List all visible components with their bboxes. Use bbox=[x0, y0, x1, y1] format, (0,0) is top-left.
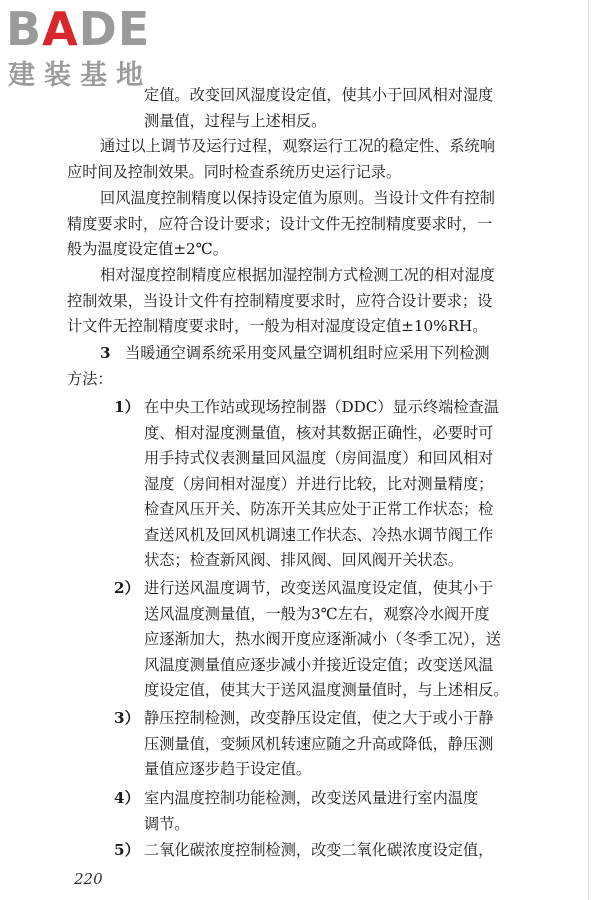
item-number: 4） bbox=[114, 789, 140, 807]
text-line: 方法： bbox=[67, 369, 113, 388]
text-line: 定值。改变回风湿度设定值，使其小于回风相对湿度 bbox=[144, 86, 494, 104]
list-item bbox=[114, 576, 509, 704]
text-line: 度设定值，使其大于送风温度测量值时，与上述相反。 bbox=[144, 681, 509, 699]
item-number: 2） bbox=[114, 579, 140, 597]
text-line: 计文件无控制精度要求时，一般为相对湿度设定值±10%RH。 bbox=[67, 317, 488, 335]
text-line: 压测量值，变频风机转速应随之升高或降低，静压测 bbox=[144, 734, 494, 753]
text-line: 应逐渐加大，热水阀开度应逐渐减小（冬季工况），送 bbox=[144, 630, 501, 648]
text-line: 检查风压开关、防冻开关其应处于正常工作状态；检 bbox=[144, 500, 494, 518]
text-line: 精度要求时，应符合设计要求；设计文件无控制精度要求时，一 bbox=[67, 214, 493, 233]
list-item bbox=[114, 706, 493, 783]
list-item bbox=[114, 838, 493, 864]
text-line: 静压控制检测，改变静压设定值，使之大于或小于静 bbox=[144, 709, 494, 727]
text-line: 二氧化碳浓度控制检测，改变二氧化碳浓度设定值， bbox=[144, 841, 494, 859]
list-item bbox=[114, 786, 478, 837]
page-number: 220 bbox=[74, 870, 103, 888]
paragraph-temperature-precision bbox=[67, 186, 495, 263]
text-line: 送风温度测量值，一般为3℃左右，观察冷水阀开度 bbox=[144, 604, 490, 623]
text-line: 应时间及控制效果。同时检查系统历史运行记录。 bbox=[67, 162, 402, 181]
section-3 bbox=[67, 341, 490, 392]
text-line: 般为温度设定值±2℃。 bbox=[67, 240, 228, 258]
text-line: 回风温度控制精度以保持设定值为原则。当设计文件有控制 bbox=[100, 189, 495, 207]
text-line: 量值应逐步趋于设定值。 bbox=[144, 760, 312, 778]
item-number: 1） bbox=[114, 398, 140, 416]
text-line: 在中央工作站或现场控制器（DDC）显示终端检查温 bbox=[144, 398, 499, 416]
paragraph-response bbox=[67, 134, 495, 185]
logo-wordmark: BADE bbox=[6, 2, 151, 56]
text-line: 湿度（房间相对湿度）并进行比较，比对测量精度； bbox=[144, 474, 494, 493]
text-line: 控制效果，当设计文件有控制精度要求时，应符合设计要求；设 bbox=[67, 291, 493, 310]
text-line: 相对湿度控制精度应根据加湿控制方式检测工况的相对湿度 bbox=[100, 266, 495, 284]
item-number: 3） bbox=[114, 709, 140, 727]
text-line: 查送风机及回风机调速工作状态、冷热水调节阀工作 bbox=[144, 525, 494, 544]
paragraph-continuation bbox=[144, 83, 493, 134]
list-item bbox=[114, 395, 499, 574]
section-number: 3 bbox=[100, 344, 111, 362]
text-line: 当暖通空调系统采用变风量空调机组时应采用下列检测 bbox=[125, 344, 490, 362]
paragraph-humidity-precision bbox=[67, 263, 495, 340]
item-number: 5） bbox=[114, 841, 140, 859]
logo-subtitle: 建装基地 bbox=[8, 60, 152, 91]
text-line: 测量值，过程与上述相反。 bbox=[144, 111, 327, 130]
text-line: 通过以上调节及运行过程，观察运行工况的稳定性、系统响 bbox=[100, 137, 495, 155]
page-edge-line bbox=[588, 0, 589, 900]
text-line: 度、相对湿度测量值，核对其数据正确性，必要时可 bbox=[144, 423, 494, 442]
text-line: 状态；检查新风阀、排风阀、回风阀开关状态。 bbox=[144, 551, 463, 569]
text-line: 用手持式仪表测量回风温度（房间温度）和回风相对 bbox=[144, 449, 494, 467]
text-line: 室内温度控制功能检测，改变送风量进行室内温度 bbox=[144, 789, 479, 807]
text-line: 风温度测量值应逐步减小并接近设定值；改变送风温 bbox=[144, 655, 494, 674]
text-line: 调节。 bbox=[144, 814, 190, 833]
text-line: 进行送风温度调节，改变送风温度设定值，使其小于 bbox=[144, 579, 494, 597]
